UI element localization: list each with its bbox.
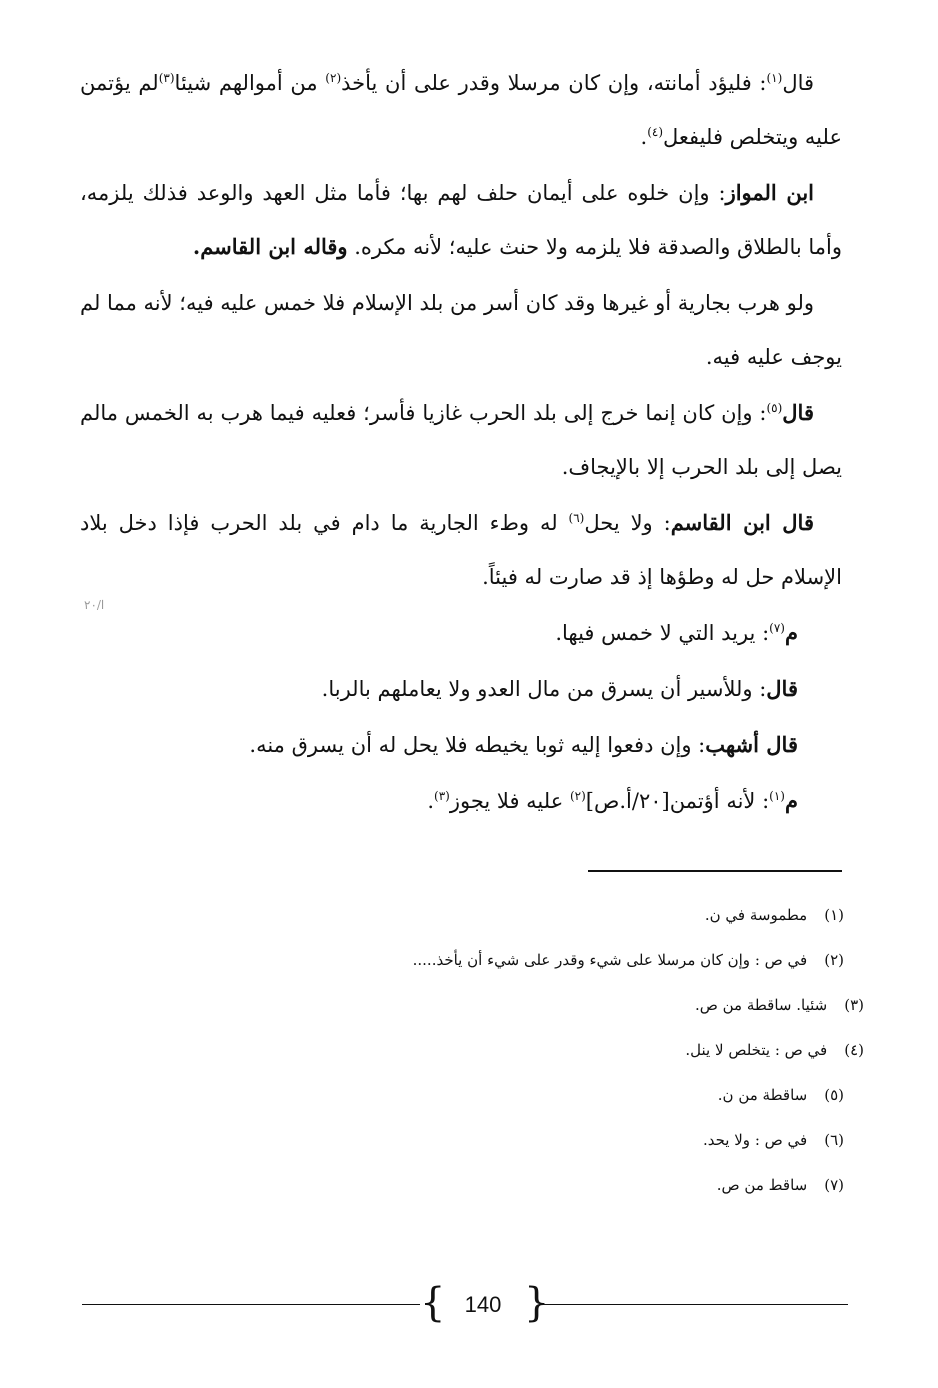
footnote-text: في ص : يتخلص لا ينل. bbox=[685, 1041, 828, 1059]
footnote-ref: (٢) bbox=[569, 789, 586, 803]
paragraph-text: : ولا يحل bbox=[584, 511, 671, 535]
footnote bbox=[200, 1118, 844, 1163]
paragraph-text: : يريد التي لا خمس فيها. bbox=[555, 621, 770, 645]
paragraph bbox=[80, 662, 842, 716]
paragraph bbox=[80, 774, 842, 828]
paragraph-text: : فليؤد أمانته، وإن كان مرسلا وقدر على أن يأخذ bbox=[341, 71, 767, 95]
speaker-label: قال أشهب bbox=[705, 732, 798, 757]
main-text bbox=[80, 56, 842, 830]
paragraph-text: ولو هرب بجارية أو غيرها وقد كان أسر من بلد الإسلام فلا خمس عليه فيه؛ لأنه مما لم يوجف عليه فيه. bbox=[80, 291, 842, 369]
footnote-text: في ص : ولا يحد. bbox=[702, 1131, 808, 1149]
paragraph bbox=[80, 386, 842, 494]
footnote-ref: (٣) bbox=[158, 71, 175, 85]
footnote bbox=[200, 983, 864, 1028]
speaker-label: م bbox=[784, 788, 798, 813]
footnote-ref: (١) bbox=[766, 71, 783, 85]
footnote bbox=[200, 1163, 844, 1208]
footnote-ref: (٧) bbox=[769, 621, 785, 635]
paragraph-text: . bbox=[427, 789, 435, 813]
footnote-text: ساقط من ص. bbox=[716, 1176, 808, 1194]
paragraph-text: عليه فلا يجوز bbox=[449, 789, 570, 813]
footnotes bbox=[200, 893, 864, 1208]
paragraph-text: له وطء الجارية ما دام في بلد الحرب فإذا دخل بلاد الإسلام حل له وطؤها إذ قد صارت له فيئاً. bbox=[80, 511, 842, 589]
footnote-number: (٥) bbox=[824, 1086, 844, 1104]
footnote-text: في ص : وإن كان مرسلا على شيء وقدر على شيء أن يأخذ..... bbox=[412, 951, 808, 969]
paragraph bbox=[80, 166, 842, 274]
page-number: 140 bbox=[464, 1292, 502, 1317]
page-footer bbox=[82, 1280, 848, 1330]
paragraph-text: قال bbox=[782, 71, 815, 95]
footer-bracket-close: } bbox=[524, 1280, 550, 1326]
paragraph-text: من أموالهم شيئا bbox=[174, 71, 326, 95]
footnote-number: (٧) bbox=[824, 1176, 844, 1194]
paragraph-text: : لأنه أؤتمن[٢٠/أ.ص] bbox=[585, 789, 770, 813]
footnote-text: ساقطة من ن. bbox=[717, 1086, 808, 1104]
footnote-text: مطموسة في ن. bbox=[704, 906, 808, 924]
footnote-number: (٤) bbox=[844, 1041, 864, 1059]
footnote bbox=[200, 893, 844, 938]
paragraph-text: لم يؤتمن عليه ويتخلص فليفعل bbox=[80, 71, 842, 149]
footnote-ref: (١) bbox=[769, 789, 785, 803]
footnote bbox=[200, 1073, 844, 1118]
margin-note: ﺍ/٢٠ bbox=[84, 598, 105, 612]
footnote bbox=[200, 1028, 864, 1073]
footer-bracket-open: { bbox=[420, 1280, 446, 1326]
paragraph-text: : وإن كان إنما خرج إلى بلد الحرب غازيا فأسر؛ فعليه فيما هرب به الخمس مالم يصل إلى بلد الحرب إلا بالإيجاف. bbox=[80, 401, 842, 479]
footnote-number: (٣) bbox=[844, 996, 864, 1014]
speaker-label: قال bbox=[766, 676, 798, 701]
footnote bbox=[200, 938, 844, 983]
footnote-ref: (٢) bbox=[325, 71, 342, 85]
paragraph bbox=[80, 606, 842, 660]
paragraph-text: : وإن خلوه على أيمان حلف لهم بها؛ فأما مثل العهد والوعد فذلك يلزمه، وأما بالطلاق والصدقة فلا يلزمه ولا حنث عليه؛ لأنه مكره. bbox=[80, 181, 842, 259]
paragraph bbox=[80, 718, 842, 772]
speaker-label: قال bbox=[782, 400, 814, 425]
footnote-ref: (٦) bbox=[568, 511, 585, 525]
paragraph-text: . bbox=[640, 125, 648, 149]
footnote-ref: (٤) bbox=[647, 125, 664, 139]
footnote-number: (٦) bbox=[824, 1131, 844, 1149]
speaker-label: م bbox=[784, 620, 798, 645]
speaker-label: قال ابن القاسم bbox=[670, 510, 814, 535]
speaker-label: ابن المواز bbox=[725, 180, 814, 205]
footnote-ref: (٥) bbox=[766, 401, 783, 415]
footnote-ref: (٣) bbox=[434, 789, 450, 803]
footer-line-left bbox=[82, 1304, 420, 1305]
paragraph bbox=[80, 496, 842, 604]
footnote-number: (١) bbox=[824, 906, 844, 924]
paragraph bbox=[80, 276, 842, 384]
footnote-separator bbox=[588, 870, 842, 872]
paragraph bbox=[80, 56, 842, 164]
footnote-number: (٢) bbox=[824, 951, 844, 969]
footer-line-right bbox=[542, 1304, 848, 1305]
paragraph-text: : وإن دفعوا إليه ثوبا يخيطه فلا يحل له أن يسرق منه. bbox=[249, 733, 706, 757]
speaker-label: وقاله ابن القاسم. bbox=[192, 234, 348, 259]
footnote-text: شئيا. ساقطة من ص. bbox=[694, 996, 828, 1014]
paragraph-text: : وللأسير أن يسرق من مال العدو ولا يعاملهم بالربا. bbox=[321, 677, 767, 701]
